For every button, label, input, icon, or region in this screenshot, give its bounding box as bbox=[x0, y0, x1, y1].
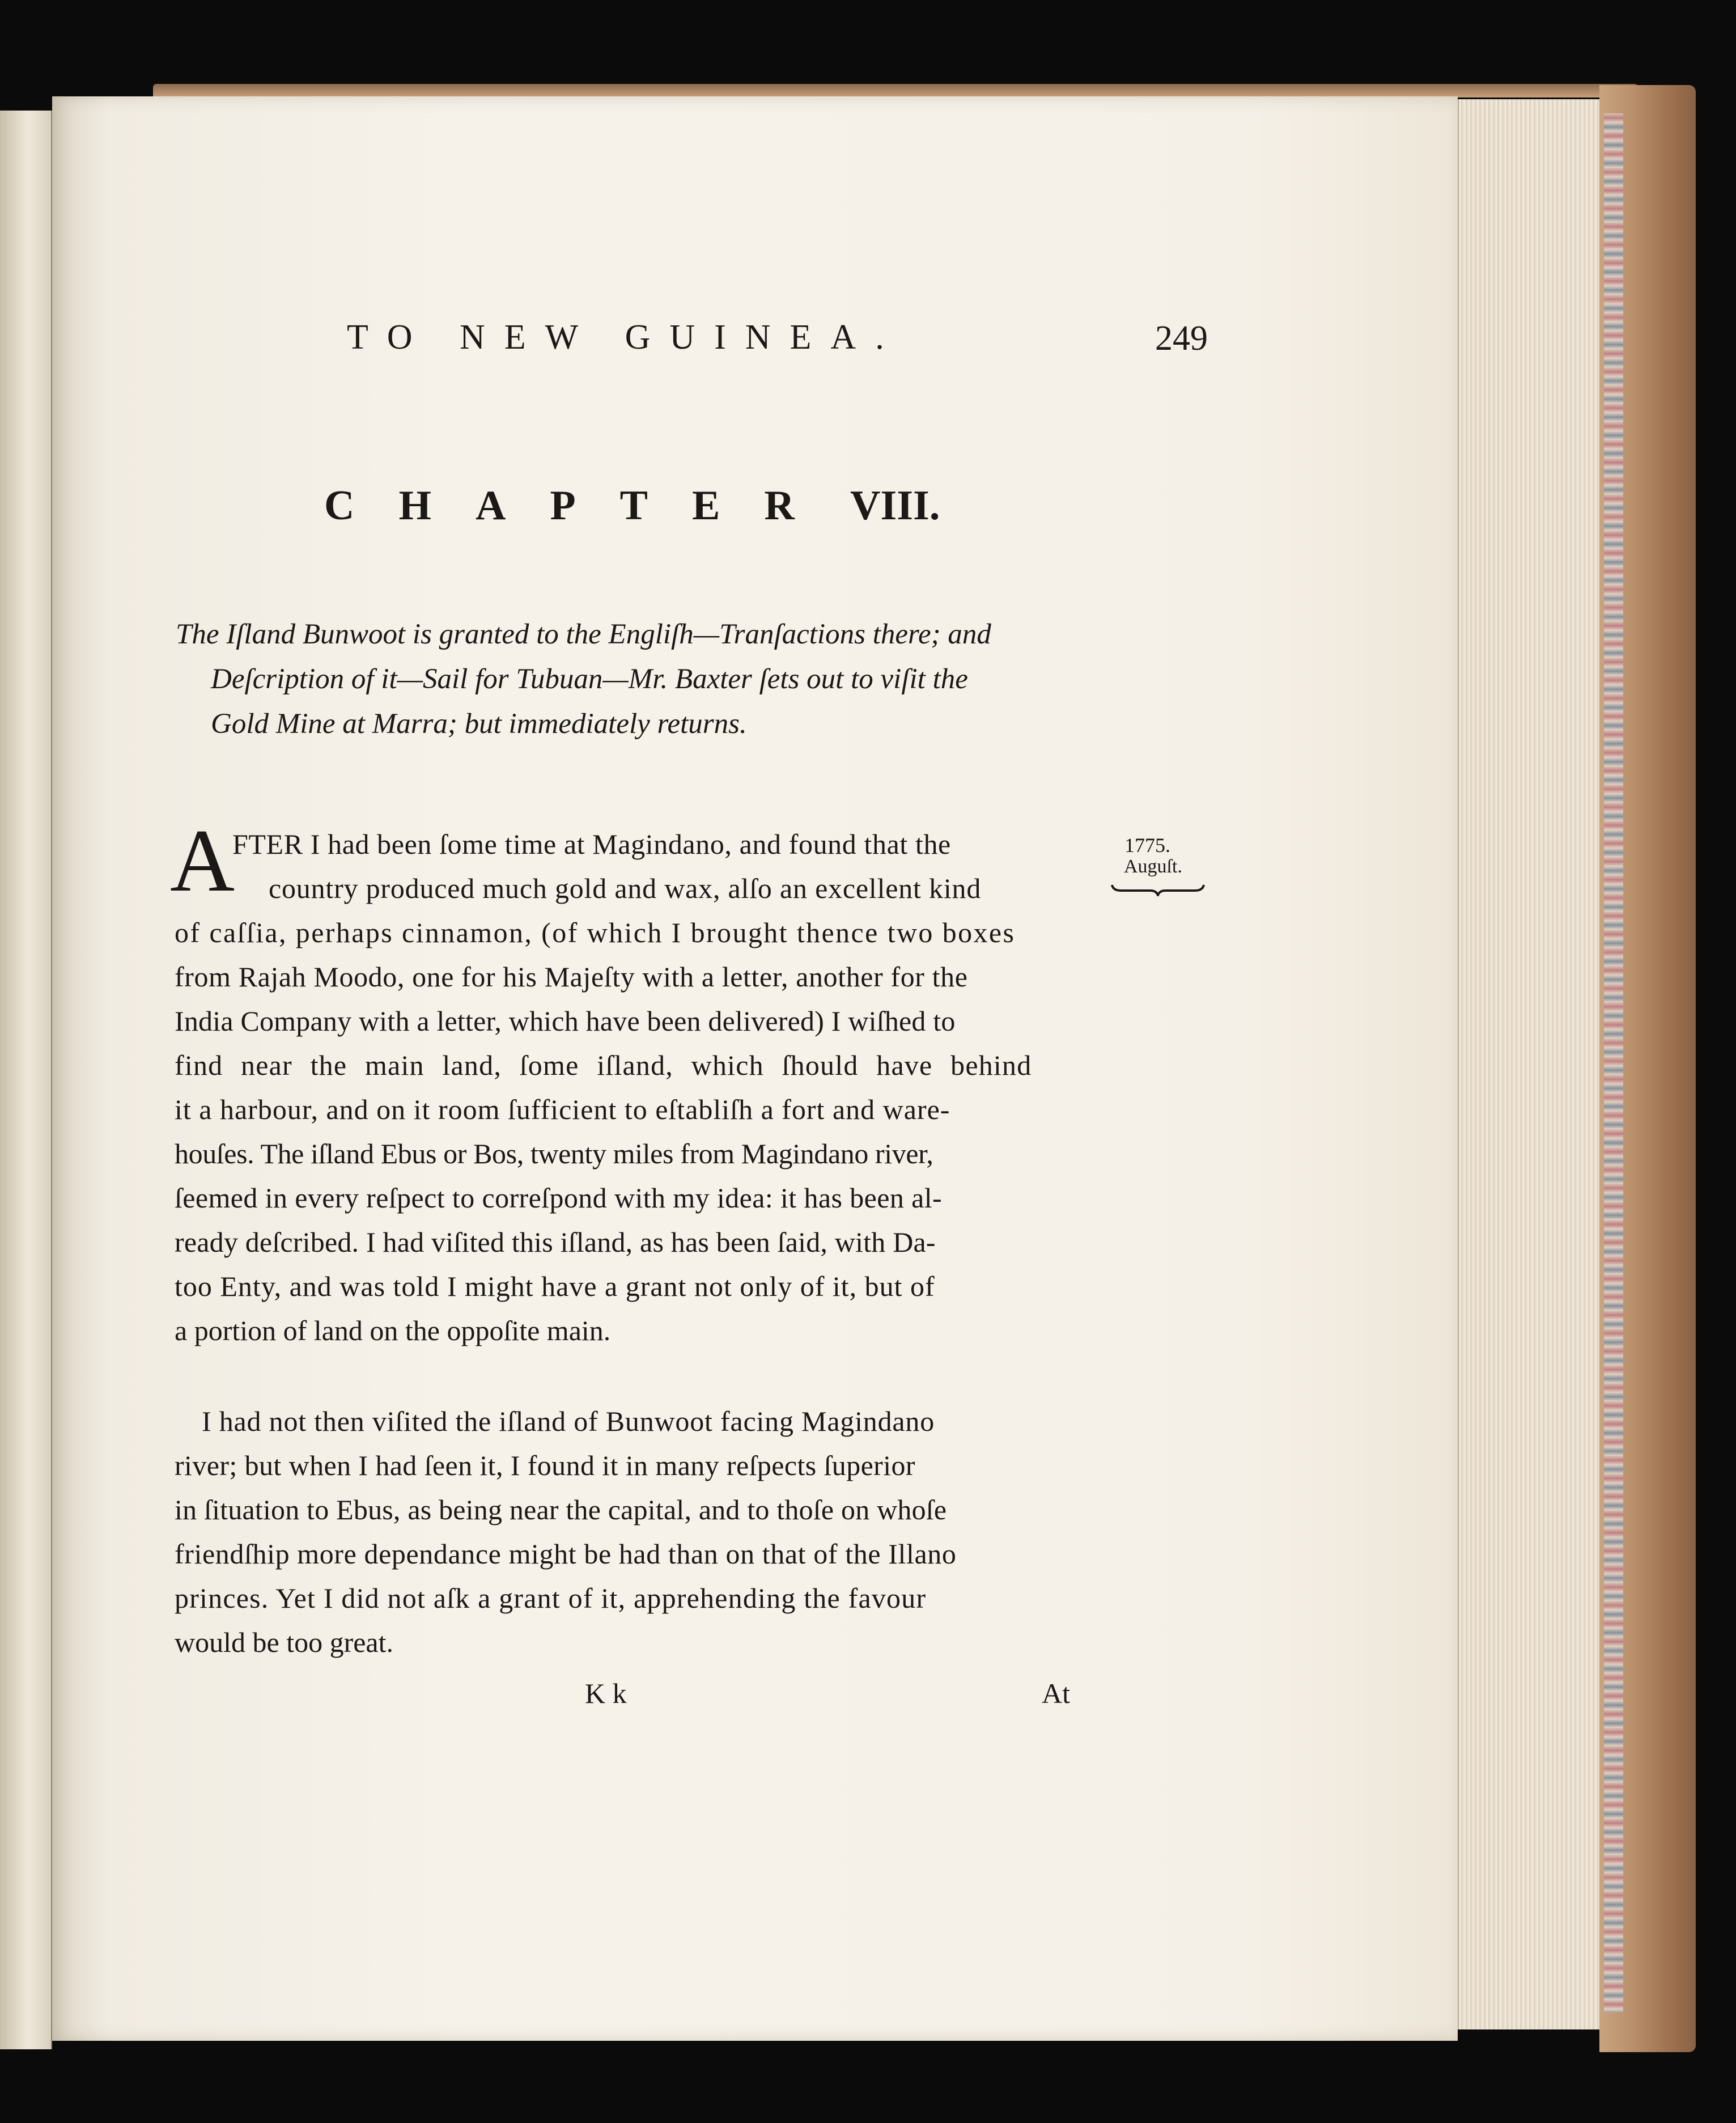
paragraph-line: of caſſia, perhaps cinnamon, (of which I brought thence two boxes bbox=[175, 917, 1016, 948]
paragraph-line: ready deſcribed. I had viſited this iſland, as has been ſaid, with Da- bbox=[175, 1226, 936, 1258]
summary-line: Gold Mine at Marra; but immediately returns. bbox=[211, 708, 747, 740]
paragraph-line: FTER I had been ſome time at Magindano, and found that the bbox=[232, 828, 951, 860]
margin-note-month: Auguſt. bbox=[1124, 856, 1182, 877]
paragraph-line: would be too great. bbox=[175, 1626, 394, 1658]
left-page-edge bbox=[0, 111, 52, 2049]
margin-note-year: 1775. bbox=[1124, 834, 1170, 857]
margin-brace-icon bbox=[1110, 882, 1206, 896]
paragraph-line: I had not then viſited the iſland of Bunwoot facing Magindano bbox=[202, 1405, 935, 1437]
paragraph-line: from Rajah Moodo, one for his Majeſty with a letter, another for the bbox=[175, 961, 968, 993]
paragraph-line: river; but when I had ſeen it, I found it in many reſpects ſuperior bbox=[175, 1450, 915, 1481]
signature-mark: K k bbox=[585, 1677, 627, 1709]
page-block-edge bbox=[1458, 99, 1601, 2029]
catchword: At bbox=[1042, 1677, 1070, 1709]
paragraph-line: India Company with a letter, which have been delivered) I wiſhed to bbox=[175, 1005, 956, 1037]
book-cover-top bbox=[153, 84, 1638, 98]
paragraph-line: friendſhip more dependance might be had than on that of the Illano bbox=[175, 1538, 957, 1570]
marbled-edge bbox=[1604, 113, 1623, 2012]
paragraph-line: a portion of land on the oppoſite main. bbox=[175, 1315, 611, 1346]
paragraph-line: too Enty, and was told I might have a grant not only of it, but of bbox=[175, 1270, 935, 1302]
summary-line: Deſcription of it—Sail for Tubuan—Mr. Baxter ſets out to viſit the bbox=[211, 663, 968, 695]
page-number: 249 bbox=[1155, 319, 1208, 358]
paragraph-line: ſeemed in every reſpect to correſpond with my idea: it has been al- bbox=[175, 1182, 943, 1214]
paragraph-line: country produced much gold and wax, alſo an excellent kind bbox=[269, 872, 982, 904]
paragraph-line: in ſituation to Ebus, as being near the capital, and to thoſe on whoſe bbox=[175, 1494, 947, 1525]
chapter-summary bbox=[176, 612, 1094, 747]
drop-cap: A bbox=[170, 811, 235, 910]
chapter-heading: CHAPTER bbox=[324, 482, 839, 529]
paragraph-line: princes. Yet I did not aſk a grant of it, apprehending the favour bbox=[175, 1582, 927, 1614]
running-head: TO NEW GUINEA. bbox=[347, 318, 903, 357]
paragraph-line: houſes. The iſland Ebus or Bos, twenty miles from Magindano river, bbox=[175, 1138, 933, 1169]
paragraph-line: it a harbour, and on it room ſufficient to eſtabliſh a fort and ware- bbox=[175, 1094, 950, 1125]
chapter-number: VIII. bbox=[850, 482, 940, 529]
paragraph-line: find near the main land, ſome iſland, which ſhould have behind bbox=[175, 1049, 1032, 1081]
summary-line: The Iſland Bunwoot is granted to the Engliſh—Tranſactions there; and bbox=[176, 618, 991, 650]
